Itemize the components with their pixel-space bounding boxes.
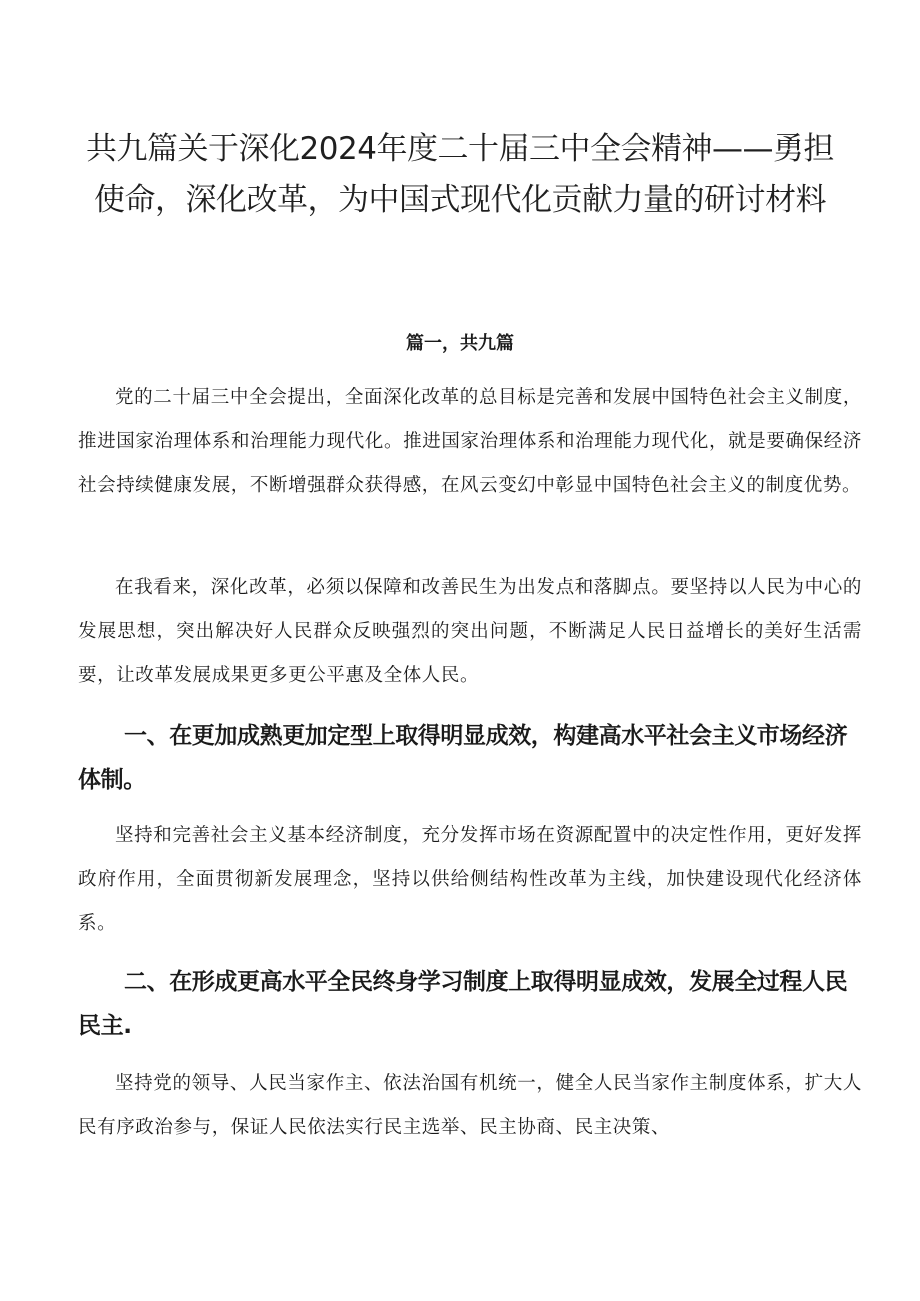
paragraph-3: 坚持和完善社会主义基本经济制度，充分发挥市场在资源配置中的决定性作用，更好发挥政府作用，全面贯彻新发展理念，坚持以供给侧结构性改革为主线，加快建设现代化经济体系。 (78, 825, 862, 934)
heading-2: 二、在形成更高水平全民终身学习制度上取得明显成效，发展全过程人民民主. (78, 969, 848, 1039)
paragraph-4: 坚持党的领导、人民当家作主、依法治国有机统一，健全人民当家作主制度体系，扩大人民有序政治参与，保证人民依法实行民主选举、民主协商、民主决策、 (78, 1073, 862, 1138)
section-title: 篇一，共九篇 (406, 333, 514, 354)
document-title: 共九篇关于深化2024年度二十届三中全会精神——勇担使命，深化改革，为中国式现代化贡献力量的研讨材料 (86, 131, 834, 218)
paragraph-1: 党的二十届三中全会提出，全面深化改革的总目标是完善和发展中国特色社会主义制度，推进国家治理体系和治理能力现代化。推进国家治理体系和治理能力现代化，就是要确保经济社会持续健康发展，不断增强群众获得感，在风云变幻中彰显中国特色社会主义的制度优势。 (78, 387, 862, 496)
heading-1: 一、在更加成熟更加定型上取得明显成效，构建高水平社会主义市场经济体制。 (78, 723, 848, 793)
paragraph-2: 在我看来，深化改革，必须以保障和改善民生为出发点和落脚点。要坚持以人民为中心的发展思想，突出解决好人民群众反映强烈的突出问题，不断满足人民日益增长的美好生活需要，让改革发展成果更多更公平惠及全体人民。 (78, 577, 862, 686)
